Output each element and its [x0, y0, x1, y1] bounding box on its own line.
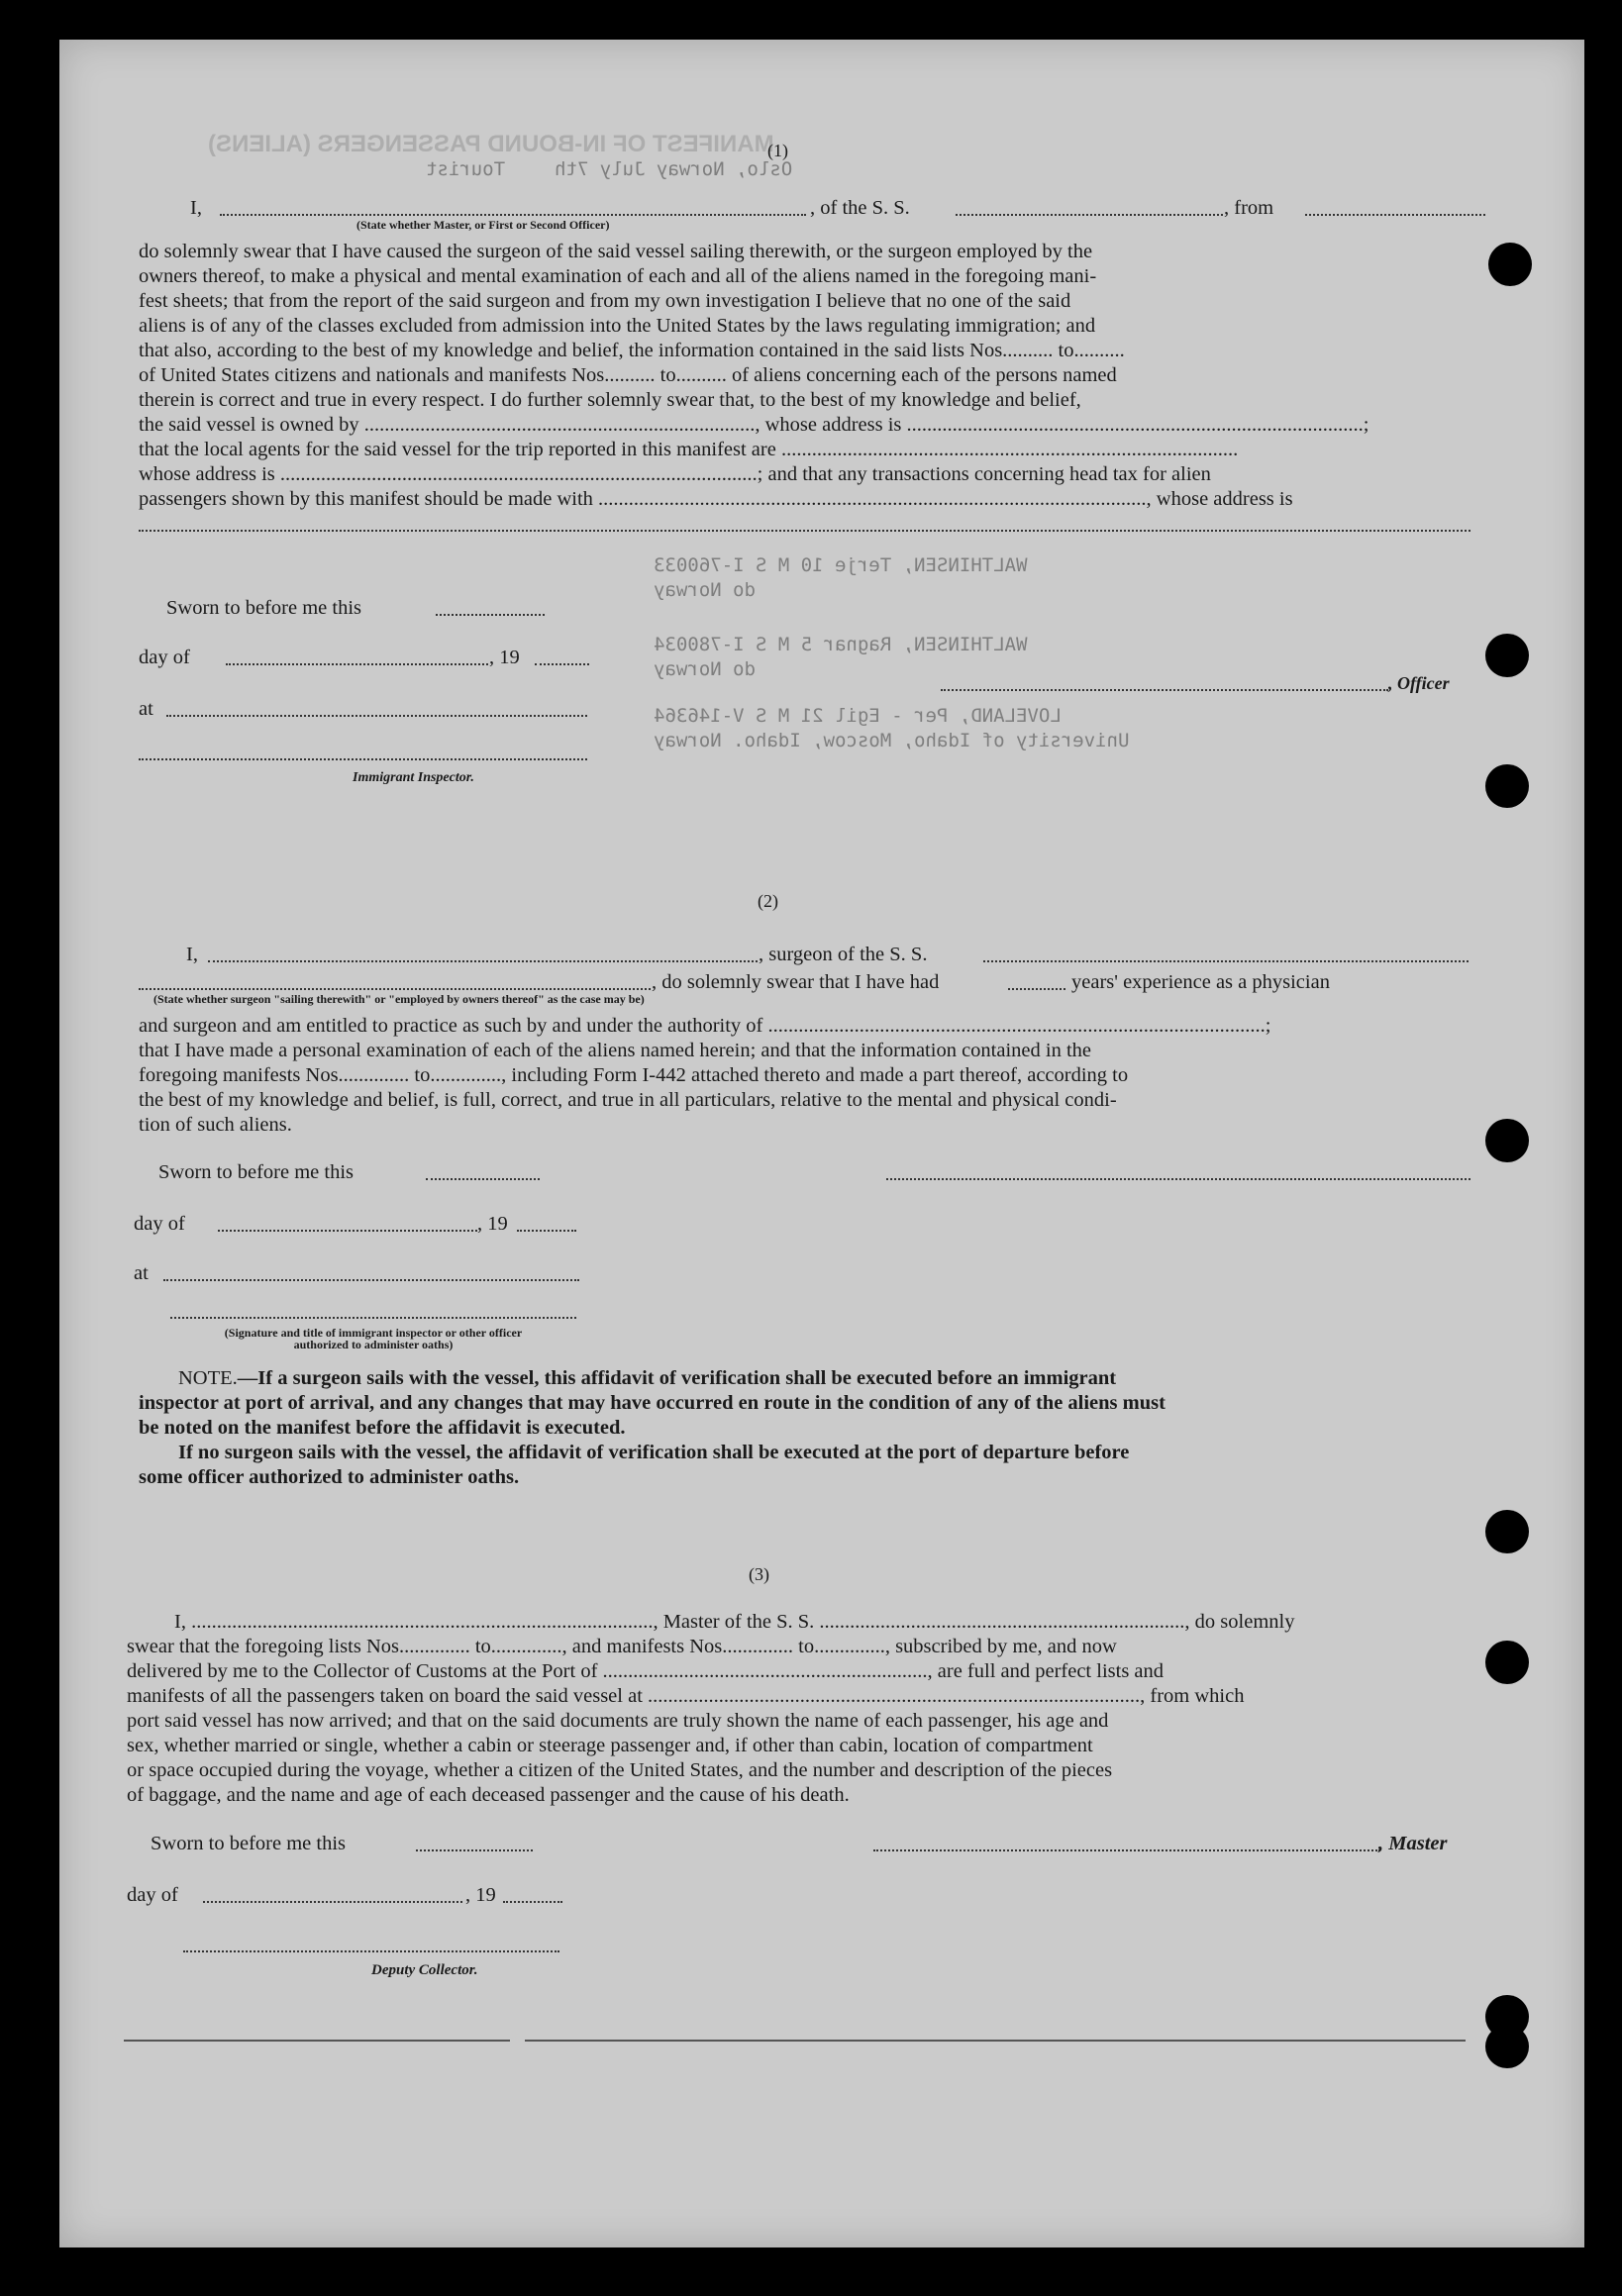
bottom-rule-right [525, 2040, 1466, 2042]
s2-note-line: be noted on the manifest before the affidavit is executed. [139, 1417, 626, 1439]
s2-day-blank [218, 1230, 477, 1232]
punch-hole [1485, 764, 1529, 808]
s1-body-line: fest sheets; that from the report of the said surgeon and from my own investigation I believe that no one of the said [139, 290, 1071, 312]
punch-hole [1485, 634, 1529, 677]
s3-collector-sig-line [183, 1950, 559, 1952]
punch-hole [1485, 1641, 1529, 1684]
s2-note2-line: some officer authorized to administer oaths. [139, 1466, 520, 1488]
bleed-row-6: University of Idaho, Moscow, Idaho. Norway [654, 730, 1130, 751]
s2-note [139, 1366, 1470, 1490]
s1-body-line: whose address is ..............................................................................................; and that any transactions concerning head tax for alien [139, 463, 1211, 485]
s3-day-blank [203, 1901, 462, 1903]
s2-years: years' experience as a physician [1071, 971, 1330, 993]
s2-sworn: Sworn to before me this [158, 1161, 354, 1183]
bleed-header: MANIFEST OF IN-BOUND PASSENGERS (ALIENS) [208, 131, 774, 157]
s3-body-line: delivered by me to the Collector of Customs at the Port of ................................................................, are full and perfect lists and [127, 1660, 1165, 1682]
s1-body-line: passengers shown by this manifest should be made with ............................................................................................................, whose address is [139, 488, 1293, 510]
s2-note-text: —If a surgeon sails with the vessel, this affidavit of verification shall be executed before an immigrant [237, 1367, 1117, 1389]
s1-body-line: therein is correct and true in every respect. I do further solemnly swear that, to the best of my knowledge and belief, [139, 389, 1081, 411]
s2-surgeon-sig-line [886, 1178, 1470, 1180]
s1-i-label: I, [190, 197, 202, 219]
punch-hole [1485, 1119, 1529, 1162]
s3-body-line: manifests of all the passengers taken on board the said vessel at ................................................................................................., from which [127, 1685, 1245, 1707]
bottom-rule-left [124, 2040, 510, 2042]
s2-sig-note: (Signature and title of immigrant inspector or other officer authorized to administer oaths) [224, 1326, 523, 1351]
s2-body [139, 1014, 1470, 1138]
s1-inspector-label: Immigrant Inspector. [353, 770, 474, 785]
s1-at: at [139, 698, 153, 720]
s2-status-blank [139, 988, 651, 990]
s3-master-label: , Master [1378, 1833, 1448, 1854]
s3-body-line: I, ..........................................................................................., Master of the S. S. ........................................................................, do solemnly [174, 1611, 1295, 1633]
s3-body-line: of baggage, and the name and age of each deceased passenger and the cause of his death. [127, 1784, 850, 1806]
s1-sworn: Sworn to before me this [166, 597, 361, 619]
s1-body-line: of United States citizens and nationals and manifests Nos.......... to.......... of aliens concerning each of the persons named [139, 364, 1117, 386]
s1-body-line: aliens is of any of the classes excluded from admission into the United States by the laws regulating immigration; and [139, 315, 1096, 337]
s3-sworn-blank [416, 1849, 533, 1851]
s1-from-label: , from [1224, 197, 1274, 219]
punch-hole [1488, 243, 1532, 286]
s1-body-line: owners thereof, to make a physical and mental examination of each and all of the aliens named in the foregoing mani- [139, 265, 1097, 287]
bleed-row-1: WALTHINSEN, Terje 10 M S I-760033 [654, 554, 1028, 576]
s2-i-label: I, [186, 944, 198, 965]
s2-inspector-sig-line [170, 1317, 576, 1319]
s3-sworn: Sworn to before me this [151, 1833, 346, 1854]
s3-master-sig-line [873, 1849, 1380, 1851]
s2-at: at [134, 1262, 149, 1284]
s2-years-blank [1008, 988, 1065, 990]
s1-at-blank [166, 715, 587, 717]
section-2-number: (2) [758, 891, 778, 911]
s1-inspector-sig-line [139, 758, 587, 760]
s1-address-blank [139, 530, 1470, 532]
s3-body-line: port said vessel has now arrived; and that on the said documents are truly shown the name of each passenger, his age and [127, 1710, 1109, 1732]
s1-ss-blank [956, 214, 1223, 216]
s2-day-of: day of [134, 1213, 185, 1235]
bleed-class: Tourist [426, 158, 506, 180]
s1-body-line: the said vessel is owned by ............................................................................., whose address is ..........................................................................................; [139, 414, 1369, 436]
s3-body-line: sex, whether married or single, whether a cabin or steerage passenger and, if other than cabin, location of compartment [127, 1735, 1093, 1756]
s3-year-blank [503, 1901, 562, 1903]
section-1-number: (1) [767, 141, 788, 160]
s2-surgeon-name-blank [208, 960, 758, 962]
bleed-row-3: WALTHINSEN, Ragnar 5 M S I-780034 [654, 634, 1028, 655]
s1-sworn-blank [436, 614, 545, 616]
bleed-row-2: do Norway [654, 579, 756, 601]
s2-note-first-line [139, 1366, 1470, 1391]
bleed-row-4: do Norway [654, 658, 756, 680]
s3-day-of: day of [127, 1884, 178, 1906]
s2-note2-line: If no surgeon sails with the vessel, the affidavit of verification shall be executed at the port of departure before [178, 1442, 1130, 1463]
s3-body-line: or space occupied during the voyage, whether a citizen of the United States, and the number and description of the pieces [127, 1759, 1113, 1781]
s2-note-line: inspector at port of arrival, and any changes that may have occurred en route in the condition of any of the aliens must [139, 1392, 1166, 1414]
s2-nineteen: , 19 [477, 1213, 508, 1235]
s1-officer-sig-line [941, 689, 1388, 691]
manifest-verification-page [59, 40, 1584, 2247]
s2-swear: , do solemnly swear that I have had [652, 971, 940, 993]
s2-body-line: and surgeon and am entitled to practice as such by and under the authority of ..................................................................................................; [139, 1015, 1271, 1037]
s2-body-line: tion of such aliens. [139, 1114, 292, 1136]
s1-officer-blank [220, 214, 806, 216]
s2-year-blank [517, 1230, 576, 1232]
s2-surgeon-label: , surgeon of the S. S. [759, 944, 928, 965]
punch-hole [1485, 1510, 1529, 1553]
s2-ss-blank [983, 960, 1469, 962]
s2-body-line: foregoing manifests Nos.............. to.............., including Form I-442 attached thereto and made a part thereof, according to [139, 1064, 1129, 1086]
s1-nineteen: , 19 [489, 647, 520, 668]
s3-body [127, 1610, 1464, 1808]
s2-note-label: NOTE. [178, 1367, 238, 1389]
s2-body-line: the best of my knowledge and belief, is full, correct, and true in all particulars, relative to the mental and physical condi- [139, 1089, 1117, 1111]
s1-body-line: do solemnly swear that I have caused the surgeon of the said vessel sailing therewith, or the surgeon employed by the [139, 241, 1093, 262]
s1-from-blank [1305, 214, 1485, 216]
s3-body-line: swear that the foregoing lists Nos.............. to.............., and manifests Nos.............. to.............., subscribed by me, and now [127, 1636, 1117, 1657]
s2-sworn-blank [426, 1178, 540, 1180]
s1-body-line: that the local agents for the said vessel for the trip reported in this manifest are .......................................................................................... [139, 439, 1239, 460]
bleed-subheader: Oslo, Norway July 7th [555, 158, 793, 180]
s1-officer-label: , Officer [1388, 673, 1450, 693]
s1-ss-label: , of the S. S. [810, 197, 910, 219]
punch-hole [1485, 2025, 1529, 2068]
s1-body [139, 240, 1470, 512]
s1-officer-note: (State whether Master, or First or Second Officer) [356, 218, 610, 232]
section-3-number: (3) [749, 1564, 769, 1584]
s1-day-of: day of [139, 647, 190, 668]
s3-deputy-label: Deputy Collector. [371, 1962, 478, 1978]
s2-at-blank [163, 1279, 579, 1281]
s1-body-line: that also, according to the best of my knowledge and belief, the information contained in the said lists Nos.......... to.......... [139, 340, 1125, 361]
s2-body-line: that I have made a personal examination of each of the aliens named herein; and that the information contained in the [139, 1040, 1091, 1061]
s3-nineteen: , 19 [465, 1884, 496, 1906]
s1-day-blank [226, 663, 488, 665]
s2-surgeon-note: (State whether surgeon "sailing therewith" or "employed by owners thereof" as the case may be) [153, 992, 645, 1006]
bleed-row-5: LOVELAND, Per - Egil 21 M S V-146364 [654, 705, 1062, 727]
s1-year-blank [535, 663, 589, 665]
